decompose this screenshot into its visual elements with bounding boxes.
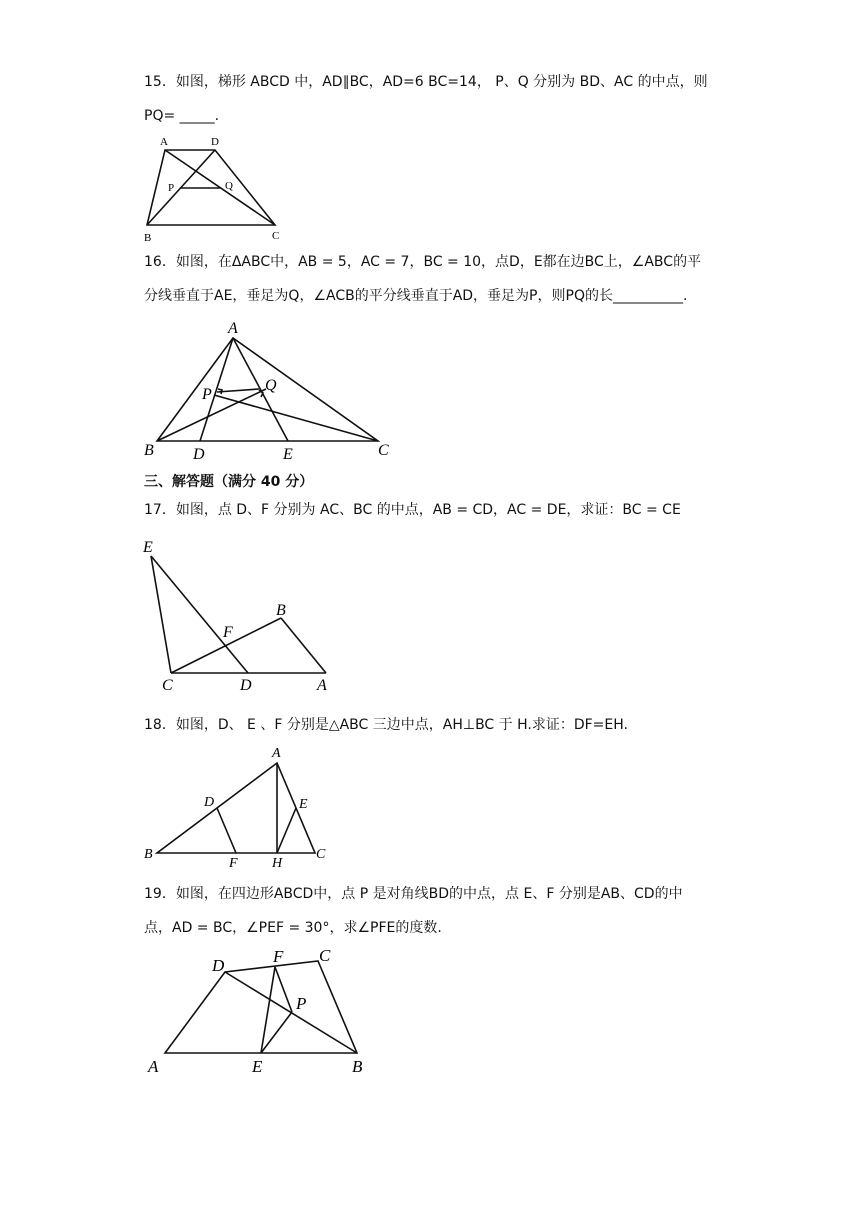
q19-label-A: A — [148, 1057, 159, 1076]
q15-text-line1: 15．如图，梯形 ABCD 中，AD∥BC，AD=6 BC=14， P、Q 分别为 BD、AC 的中点，则 — [144, 74, 708, 90]
q19-label-P: P — [296, 994, 307, 1013]
q15-label-C: C — [272, 230, 280, 242]
q15-label-Q: Q — [225, 180, 233, 192]
q16-text-line1: 16．如图，在ΔABC中，AB = 5，AC = 7，BC = 10，点D，E都在边BC上，∠ABC的平 — [144, 254, 702, 270]
q16-label-Q: Q — [265, 377, 277, 394]
q19-label-C: C — [319, 946, 331, 965]
q17-label-E: E — [143, 539, 153, 556]
q15-label-B: B — [144, 232, 152, 244]
q17-label-B: B — [276, 602, 286, 619]
q16-label-C: C — [378, 442, 389, 459]
q19-label-D: D — [212, 956, 225, 975]
q18-label-D: D — [204, 795, 215, 810]
q19-label-B: B — [352, 1057, 363, 1076]
q18-label-C: C — [316, 847, 326, 862]
q17-label-A: A — [317, 677, 327, 694]
q18-label-E: E — [299, 797, 308, 812]
q16-label-P: P — [202, 386, 212, 403]
q17-label-D: D — [240, 677, 252, 694]
q15-label-A: A — [160, 136, 168, 148]
q19-label-E: E — [252, 1057, 263, 1076]
section-title: 三、解答题（满分 40 分） — [144, 474, 314, 490]
q15-label-D: D — [211, 136, 219, 148]
q16-label-B: B — [144, 442, 154, 459]
q17-label-C: C — [162, 677, 173, 694]
q18-label-F: F — [229, 856, 238, 871]
q16-label-D: D — [193, 446, 205, 463]
q15-text-line2: PQ= _____. — [144, 108, 220, 124]
q19-figure-lines — [165, 961, 357, 1053]
q19-text-line1: 19．如图，在四边形ABCD中，点 P 是对角线BD的中点，点 E、F 分别是AB、CD的中 — [144, 886, 683, 902]
q18-label-B: B — [144, 847, 153, 862]
q19-text-line2: 点，AD = BC，∠PEF = 30°，求∠PFE的度数. — [144, 920, 442, 936]
q18-label-H: H — [272, 856, 283, 871]
q16-text-line2: 分线垂直于AE，垂足为Q，∠ACB的平分线垂直于AD，垂足为P，则PQ的长__________. — [144, 288, 688, 304]
q17-text-line1: 17．如图，点 D、F 分别为 AC、BC 的中点，AB = CD，AC = DE，求证：BC = CE — [144, 502, 681, 518]
q16-label-A: A — [228, 320, 238, 337]
q19-label-F: F — [273, 947, 284, 966]
q18-label-A: A — [272, 746, 281, 761]
q16-label-E: E — [283, 446, 293, 463]
q18-text-line1: 18．如图，D、 E 、F 分别是△ABC 三边中点，AH⊥BC 于 H.求证：DF=EH. — [144, 717, 628, 733]
q15-label-P: P — [168, 182, 175, 194]
q17-label-F: F — [223, 624, 233, 641]
